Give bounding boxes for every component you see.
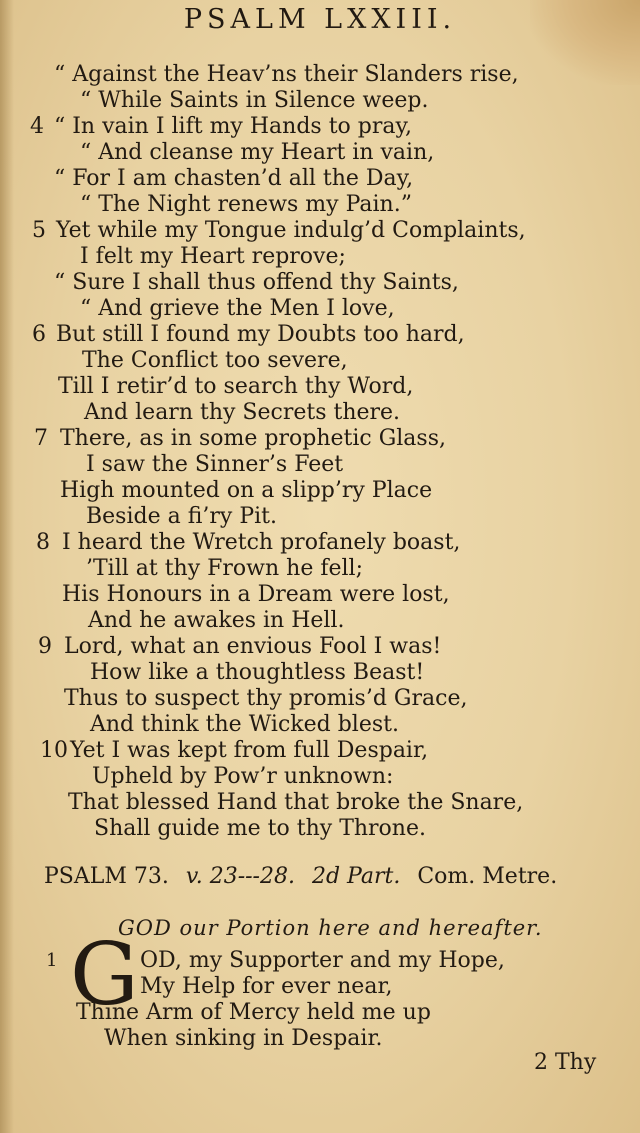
verse-line: My Help for ever near,: [140, 974, 393, 999]
verse-line: Yet while my Tongue indulg’d Complaints,: [56, 218, 526, 243]
verse-line: And learn thy Secrets there.: [84, 400, 401, 425]
verse-line: “ And grieve the Men I love,: [80, 296, 395, 321]
verse-number: 1: [46, 950, 58, 971]
verse-line: I heard the Wretch profanely boast,: [62, 530, 461, 555]
verse-line: OD, my Supporter and my Hope,: [140, 948, 505, 973]
section-metre: Com. Metre.: [417, 864, 558, 889]
verse-line: But still I found my Doubts too hard,: [56, 322, 465, 347]
drop-cap: G: [70, 925, 139, 1025]
verse-line: Yet I was kept from full Despair,: [70, 738, 429, 763]
verse-number: 9: [38, 634, 52, 659]
verse-line: How like a thoughtless Beast!: [90, 660, 425, 685]
verse-line: “ In vain I lift my Hands to pray,: [54, 114, 412, 139]
verse-line: High mounted on a slipp’ry Place: [60, 478, 433, 503]
verse-line: I saw the Sinner’s Feet: [86, 452, 344, 477]
verse-line: Thine Arm of Mercy held me up: [76, 1000, 431, 1025]
verse-line: Beside a fi’ry Pit.: [86, 504, 277, 529]
verse-line: “ For I am chasten’d all the Day,: [54, 166, 414, 191]
psalm-subtitle: GOD our Portion here and hereafter.: [118, 916, 543, 940]
verse-line: Shall guide me to thy Throne.: [94, 816, 426, 841]
verse-line: “ While Saints in Silence weep.: [80, 88, 429, 113]
section-psalm: PSALM 73.: [44, 864, 169, 889]
verse-line: And think the Wicked blest.: [90, 712, 399, 737]
verse-number: 7: [34, 426, 48, 451]
verse-line: His Honours in a Dream were lost,: [62, 582, 450, 607]
verse-number: 10: [40, 738, 68, 763]
verse-line: Lord, what an envious Fool I was!: [64, 634, 442, 659]
verse-line: The Conflict too severe,: [82, 348, 348, 373]
verse-number: 8: [36, 530, 50, 555]
verse-number: 4: [30, 114, 44, 139]
section-part: 2d Part.: [311, 864, 401, 889]
verse-line: I felt my Heart reprove;: [80, 244, 346, 269]
verse-line: “ And cleanse my Heart in vain,: [80, 140, 435, 165]
page-edge: [0, 0, 14, 1133]
verse-line: When sinking in Despair.: [104, 1026, 383, 1051]
verse-line: Till I retir’d to search thy Word,: [58, 374, 414, 399]
verse-number: 5: [32, 218, 46, 243]
verse-line: Upheld by Pow’r unknown:: [92, 764, 394, 789]
verse-line: “ Against the Heav’ns their Slanders rise,: [54, 62, 519, 87]
verse-line: There, as in some prophetic Glass,: [60, 426, 446, 451]
verse-line: And he awakes in Hell.: [88, 608, 345, 633]
verse-line: “ Sure I shall thus offend thy Saints,: [54, 270, 459, 295]
verse-line: “ The Night renews my Pain.”: [80, 192, 412, 217]
page-header: PSALM LXXIII.: [183, 4, 457, 35]
verse-number: 6: [32, 322, 46, 347]
verse-line: Thus to suspect thy promis’d Grace,: [64, 686, 468, 711]
section-verses: v. 23---28.: [185, 864, 295, 889]
section-heading: [44, 864, 614, 889]
catchword: 2 Thy: [534, 1050, 597, 1075]
verse-line: ’Till at thy Frown he fell;: [86, 556, 363, 581]
verse-line: That blessed Hand that broke the Snare,: [68, 790, 524, 815]
